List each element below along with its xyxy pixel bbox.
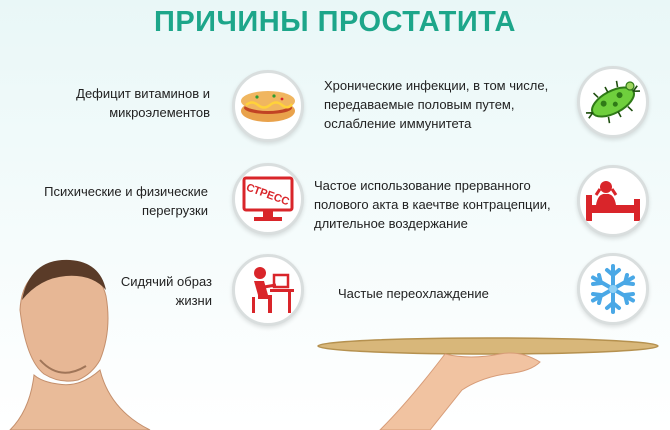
stress-monitor-icon-circle — [232, 163, 304, 235]
stress-monitor-icon — [238, 173, 298, 225]
person-in-bed-icon — [584, 177, 642, 225]
hotdog-icon — [238, 84, 298, 128]
stress-word: СТРЕСС — [244, 181, 291, 209]
tray — [318, 338, 658, 354]
bacteria-icon — [584, 77, 642, 127]
cause-label-interrupted: Частое использование прерванного полового акта в каечтве контрацепции, длительное воздержание — [314, 178, 551, 231]
hand — [380, 353, 540, 430]
cause-label-cold: Частые переохлаждение — [338, 286, 489, 301]
page-title: ПРИЧИНЫ ПРОСТАТИТА — [154, 6, 516, 38]
cause-label-vitamins: Дефицит витаминов и микроэлементов — [76, 86, 210, 120]
cause-label-sedentary: Сидячий образ жизни — [120, 274, 212, 308]
person-in-bed-icon-circle — [577, 165, 649, 237]
hotdog-icon-circle — [232, 70, 304, 142]
man-holding-tray-illustration — [0, 250, 670, 430]
cause-label-overload: Психические и физические перегрузки — [44, 184, 208, 218]
bacteria-icon-circle — [577, 66, 649, 138]
man-head — [10, 260, 150, 430]
cause-label-infections: Хронические инфекции, в том числе, передаваемые половым путем, ослабление иммунитета — [324, 78, 549, 131]
